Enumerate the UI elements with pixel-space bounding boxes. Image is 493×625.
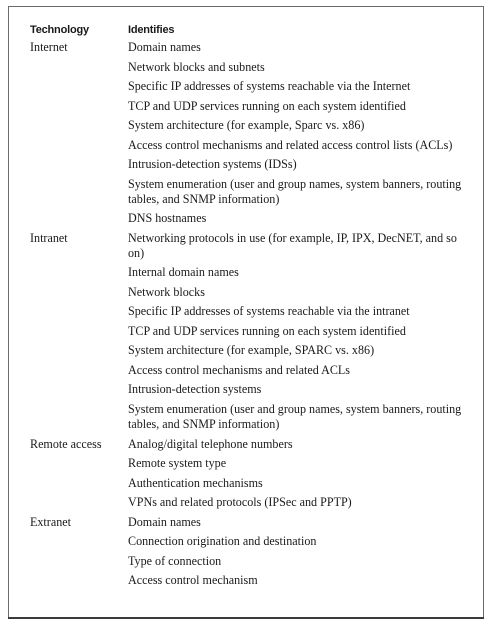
identifies-cell: Domain names [128, 40, 201, 54]
identifies-cell: System enumeration (user and group names, system banners, routing tables, and SNMP information) [128, 176, 462, 206]
identifies-cell: Intrusion-detection systems [128, 382, 262, 397]
identifies-cell: System architecture (for example, Sparc vs. x86) [128, 118, 365, 132]
identifies-cell: System enumeration (user and group names, system banners, routing tables, and SNMP information) [128, 401, 462, 432]
table-row [0, 138, 493, 158]
identifies-cell: VPNs and related protocols (IPSec and PPTP) [128, 495, 352, 510]
table-row [0, 265, 493, 285]
table-row [0, 495, 493, 515]
table-row [0, 285, 493, 305]
table-row [0, 40, 493, 60]
identifies-cell: System architecture (for example, SPARC vs. x86) [128, 343, 375, 358]
table-row [0, 382, 493, 402]
table-row [0, 79, 493, 99]
identifies-cell: Specific IP addresses of systems reachable via the Internet [128, 79, 411, 93]
table-row [0, 304, 493, 324]
table-row [0, 157, 493, 177]
table-row [0, 177, 493, 212]
identifies-cell: Access control mechanisms and related ACLs [128, 362, 350, 377]
identifies-cell: Access control mechanisms and related access control lists (ACLs) [128, 137, 453, 152]
header-identifies: Identifies [128, 24, 175, 36]
identifies-cell: Network blocks [128, 284, 205, 299]
technology-cell: Extranet [30, 514, 71, 529]
identifies-cell: TCP and UDP services running on each system identified [128, 323, 406, 338]
technology-cell: Remote access [30, 436, 102, 451]
identifies-cell: Domain names [128, 514, 201, 529]
identifies-cell: Access control mechanism [128, 573, 258, 588]
identifies-cell: Type of connection [128, 553, 222, 568]
table-row [0, 211, 493, 231]
identifies-cell: Network blocks and subnets [128, 59, 265, 74]
table-body [0, 40, 493, 593]
bottom-rule [8, 617, 484, 619]
table-row [0, 554, 493, 574]
table-row [0, 437, 493, 457]
table-row [0, 515, 493, 535]
table-row [0, 456, 493, 476]
table-row [0, 363, 493, 383]
identifies-cell: Analog/digital telephone numbers [128, 436, 293, 451]
table-row [0, 118, 493, 138]
table-row [0, 573, 493, 593]
table-row [0, 402, 493, 437]
table-row [0, 534, 493, 554]
table-row [0, 324, 493, 344]
identifies-cell: Connection origination and destination [128, 534, 317, 549]
identifies-cell: Intrusion-detection systems (IDSs) [128, 157, 297, 171]
identifies-cell: Remote system type [128, 456, 227, 471]
table-row [0, 60, 493, 80]
header-technology: Technology [30, 24, 89, 36]
table-row [0, 99, 493, 119]
identifies-cell: Specific IP addresses of systems reachable via the intranet [128, 304, 410, 319]
table-row [0, 231, 493, 266]
identifies-cell: Internal domain names [128, 265, 239, 280]
table-row [0, 343, 493, 363]
table-row [0, 476, 493, 496]
identifies-cell: DNS hostnames [128, 211, 207, 226]
identifies-cell: Networking protocols in use (for example, IP, IPX, DecNET, and so on) [128, 230, 457, 260]
technology-cell: Internet [30, 40, 68, 54]
technology-cell: Intranet [30, 230, 68, 245]
identifies-cell: Authentication mechanisms [128, 475, 263, 490]
identifies-cell: TCP and UDP services running on each system identified [128, 98, 406, 113]
